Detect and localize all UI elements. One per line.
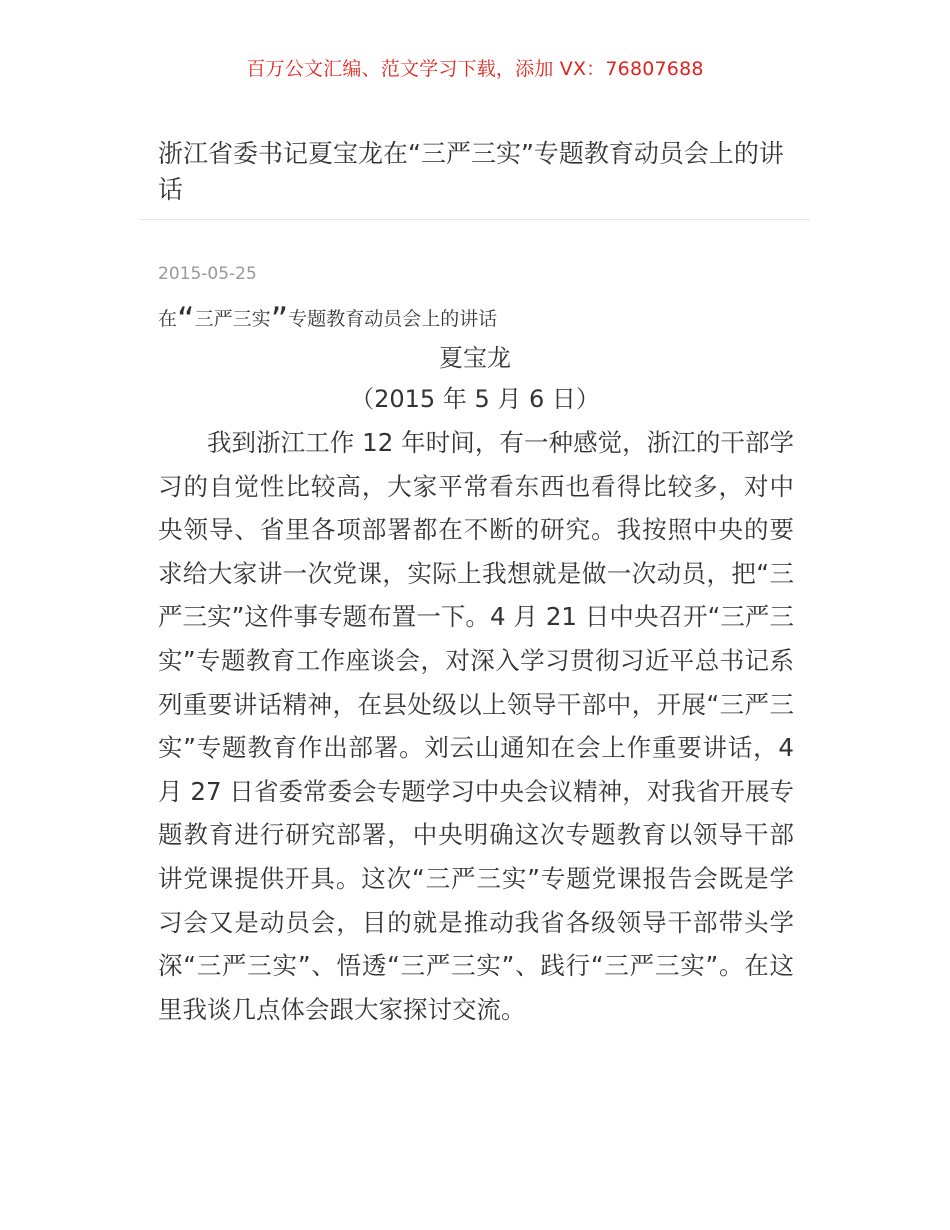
- promo-banner: 百万公文汇编、范文学习下载，添加 VX：76807688: [246, 58, 704, 80]
- title-divider: [140, 219, 810, 220]
- subtitle-open-quote: “: [177, 300, 195, 340]
- publish-date: 2015-05-25: [158, 264, 257, 284]
- speech-body-paragraph: 我到浙江工作 12 年时间，有一种感觉，浙江的干部学习的自觉性比较高，大家平常看东西也看得比较多，对中央领导、省里各项部署都在不断的研究。我按照中央的要求给大家讲一次党课，实际上我想就是做一次动员，把“三严三实”这件事专题布置一下。4 月 21 日中央召开“三严三实”专题教育工作座谈会，对深入学习贯彻习近平总书记系列重要讲话精神，在县处级以上领导干部中，开展“三严三实”专题教育作出部署。刘云山通知在会上作重要讲话，4 月 27 日省委常委会专题学习中央会议精神，对我省开展专题教育进行研究部署，中央明确这次专题教育以领导干部讲党课提供开具。这次“三严三实”专题党课报告会既是学习会又是动员会，目的就是推动我省各级领导干部带头学深“三严三实”、悟透“三严三实”、践行“三严三实”。在这里我谈几点体会跟大家探讨交流。: [158, 428, 794, 1024]
- speech-subtitle: [158, 300, 498, 340]
- subtitle-close-quote: ”: [270, 300, 289, 340]
- article-title: 浙江省委书记夏宝龙在“三严三实”专题教育动员会上的讲话: [158, 139, 784, 204]
- subtitle-prefix: 在: [158, 308, 178, 330]
- subtitle-highlight: 三严三实: [194, 308, 271, 330]
- subtitle-suffix: 专题教育动员会上的讲话: [288, 308, 498, 330]
- speech-date: （2015 年 5 月 6 日）: [350, 385, 600, 413]
- speaker-name: 夏宝龙: [439, 344, 511, 372]
